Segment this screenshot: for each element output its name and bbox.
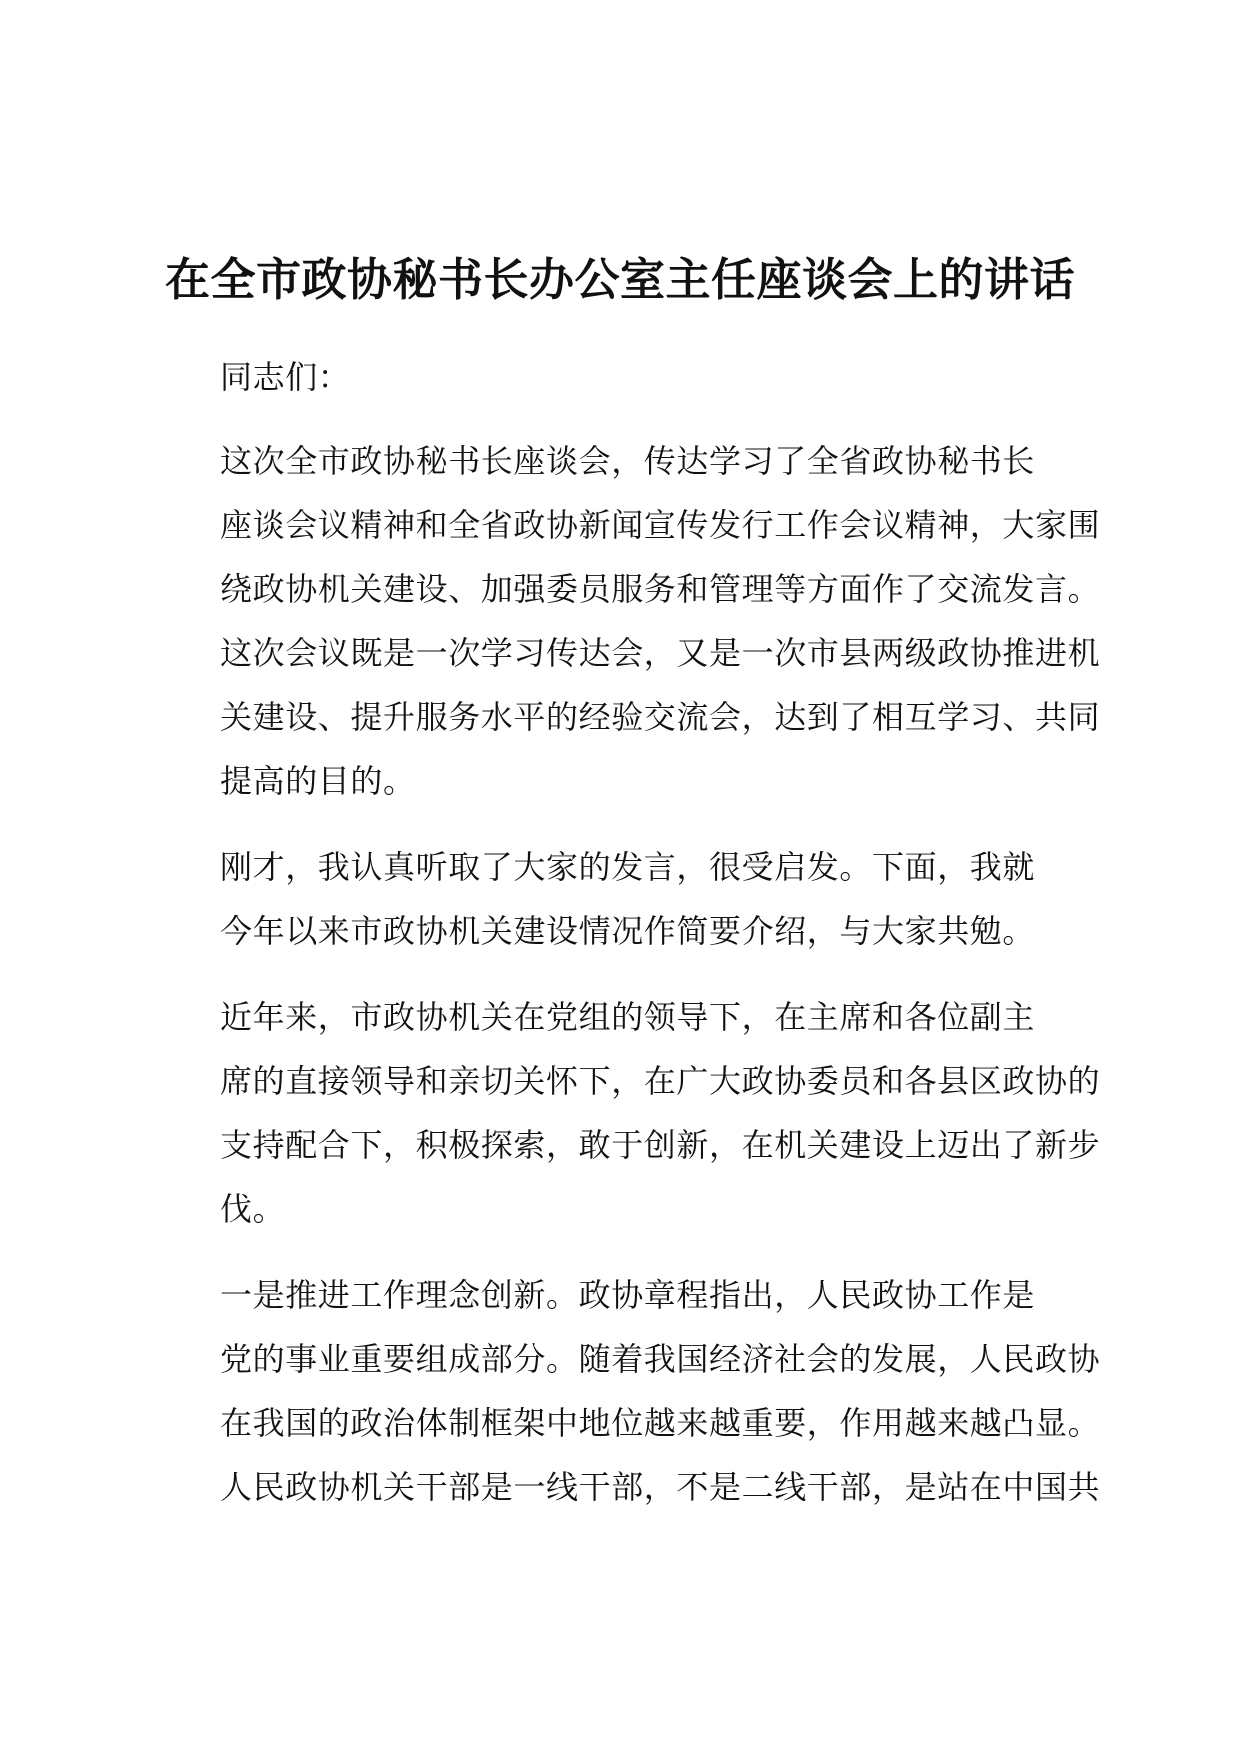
paragraph-line: 这次全市政协秘书长座谈会，传达学习了全省政协秘书长 [220, 442, 1036, 480]
paragraph-line: 这次会议既是一次学习传达会，又是一次市县两级政协推进机 [220, 634, 1101, 672]
document-body [154, 345, 1101, 1541]
salutation: 同志们： [220, 358, 351, 396]
paragraph-line: 近年来，市政协机关在党组的领导下，在主席和各位副主 [220, 998, 1036, 1036]
paragraph-4 [154, 1263, 1101, 1519]
paragraph-line: 今年以来市政协机关建设情况作简要介绍，与大家共勉。 [220, 912, 1036, 950]
paragraph-line: 关建设、提升服务水平的经验交流会，达到了相互学习、共同 [220, 698, 1101, 736]
paragraph-line: 支持配合下，积极探索，敢于创新，在机关建设上迈出了新步 [220, 1126, 1101, 1164]
paragraph-line: 座谈会议精神和全省政协新闻宣传发行工作会议精神，大家围 [220, 506, 1101, 544]
paragraph-line: 人民政协机关干部是一线干部，不是二线干部，是站在中国共 [220, 1468, 1101, 1506]
paragraph-line: 刚才，我认真听取了大家的发言，很受启发。下面，我就 [220, 848, 1036, 886]
paragraph-line: 绕政协机关建设、加强委员服务和管理等方面作了交流发言。 [220, 570, 1101, 608]
paragraph-line: 党的事业重要组成部分。随着我国经济社会的发展，人民政协 [220, 1340, 1101, 1378]
paragraph-line: 席的直接领导和亲切关怀下，在广大政协委员和各县区政协的 [220, 1062, 1101, 1100]
paragraph-3 [154, 985, 1101, 1241]
paragraph-line: 在我国的政治体制框架中地位越来越重要，作用越来越凸显。 [220, 1404, 1101, 1442]
paragraph-line: 伐。 [220, 1190, 286, 1228]
paragraph-1 [154, 429, 1101, 813]
paragraph-line: 提高的目的。 [220, 762, 416, 800]
document-title: 在全市政协秘书长办公室主任座谈会上的讲话 [164, 253, 1075, 306]
paragraph-line: 一是推进工作理念创新。政协章程指出，人民政协工作是 [220, 1276, 1036, 1314]
paragraph-2 [154, 835, 1086, 963]
